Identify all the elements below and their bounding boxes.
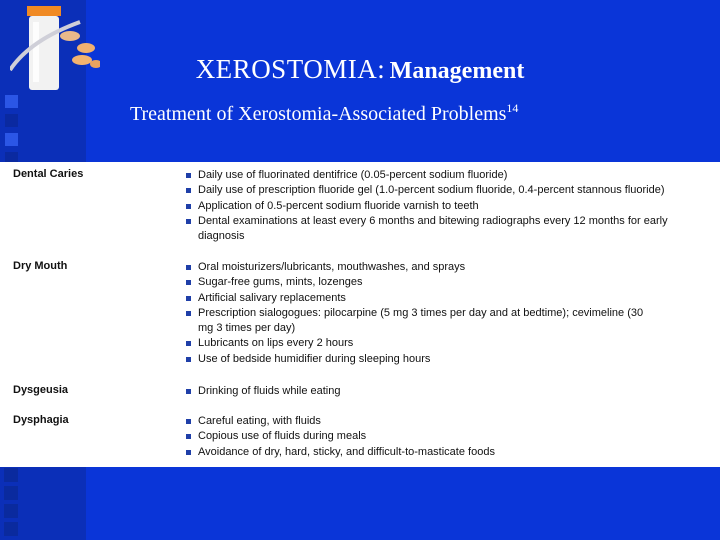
bullet-icon [186, 173, 191, 178]
list-item: Daily use of fluorinated dentifrice (0.05-percent sodium fluoride) [186, 168, 716, 183]
list-item: Oral moisturizers/lubricants, mouthwashes, and sprays [186, 260, 716, 275]
bullet-icon [186, 389, 191, 394]
list-item: Lubricants on lips every 2 hours [186, 336, 716, 351]
row-items [186, 384, 716, 399]
bullet-icon [186, 311, 191, 316]
decorative-squares-bottom [4, 468, 18, 540]
bullet-icon [186, 296, 191, 301]
row-category: Dysphagia [13, 414, 69, 426]
row-category: Dry Mouth [13, 260, 68, 272]
subtitle-text: Treatment of Xerostomia-Associated Problems [130, 103, 507, 125]
bullet-icon [186, 219, 191, 224]
list-item: Dental examinations at least every 6 months and bitewing radiographs every 12 months for early diagnosis [186, 214, 678, 245]
row-items [186, 414, 716, 460]
row-items [186, 168, 716, 244]
bullet-icon [186, 341, 191, 346]
row-category: Dysgeusia [13, 384, 69, 396]
list-item: Careful eating, with fluids [186, 414, 716, 429]
row-category: Dental Caries [13, 168, 84, 180]
list-item: Prescription sialogogues: pilocarpine (5 mg 3 times per day and at bedtime); cevimeline (30 mg 3 times per day) [186, 306, 648, 337]
bullet-icon [186, 450, 191, 455]
bullet-icon [186, 188, 191, 193]
row-items [186, 260, 716, 367]
list-item: Use of bedside humidifier during sleeping hours [186, 352, 716, 367]
list-item: Avoidance of dry, hard, sticky, and difficult-to-masticate foods [186, 445, 716, 460]
subtitle-superscript: 14 [506, 101, 519, 115]
list-item: Application of 0.5-percent sodium fluoride varnish to teeth [186, 199, 716, 214]
treatment-table [0, 162, 720, 467]
slide-subtitle [130, 101, 518, 126]
slide-title [0, 54, 720, 85]
bullet-icon [186, 280, 191, 285]
title-part2: Management [389, 58, 525, 84]
title-part1: XEROSTOMIA: [195, 54, 386, 84]
bullet-icon [186, 419, 191, 424]
list-item: Sugar-free gums, mints, lozenges [186, 275, 716, 290]
bullet-icon [186, 357, 191, 362]
list-item: Drinking of fluids while eating [186, 384, 716, 399]
list-item: Artificial salivary replacements [186, 291, 716, 306]
list-item: Daily use of prescription fluoride gel (1.0-percent sodium fluoride, 0.4-percent stannous fluoride) [186, 183, 716, 198]
bullet-icon [186, 265, 191, 270]
bullet-icon [186, 434, 191, 439]
bullet-icon [186, 204, 191, 209]
list-item: Copious use of fluids during meals [186, 429, 716, 444]
